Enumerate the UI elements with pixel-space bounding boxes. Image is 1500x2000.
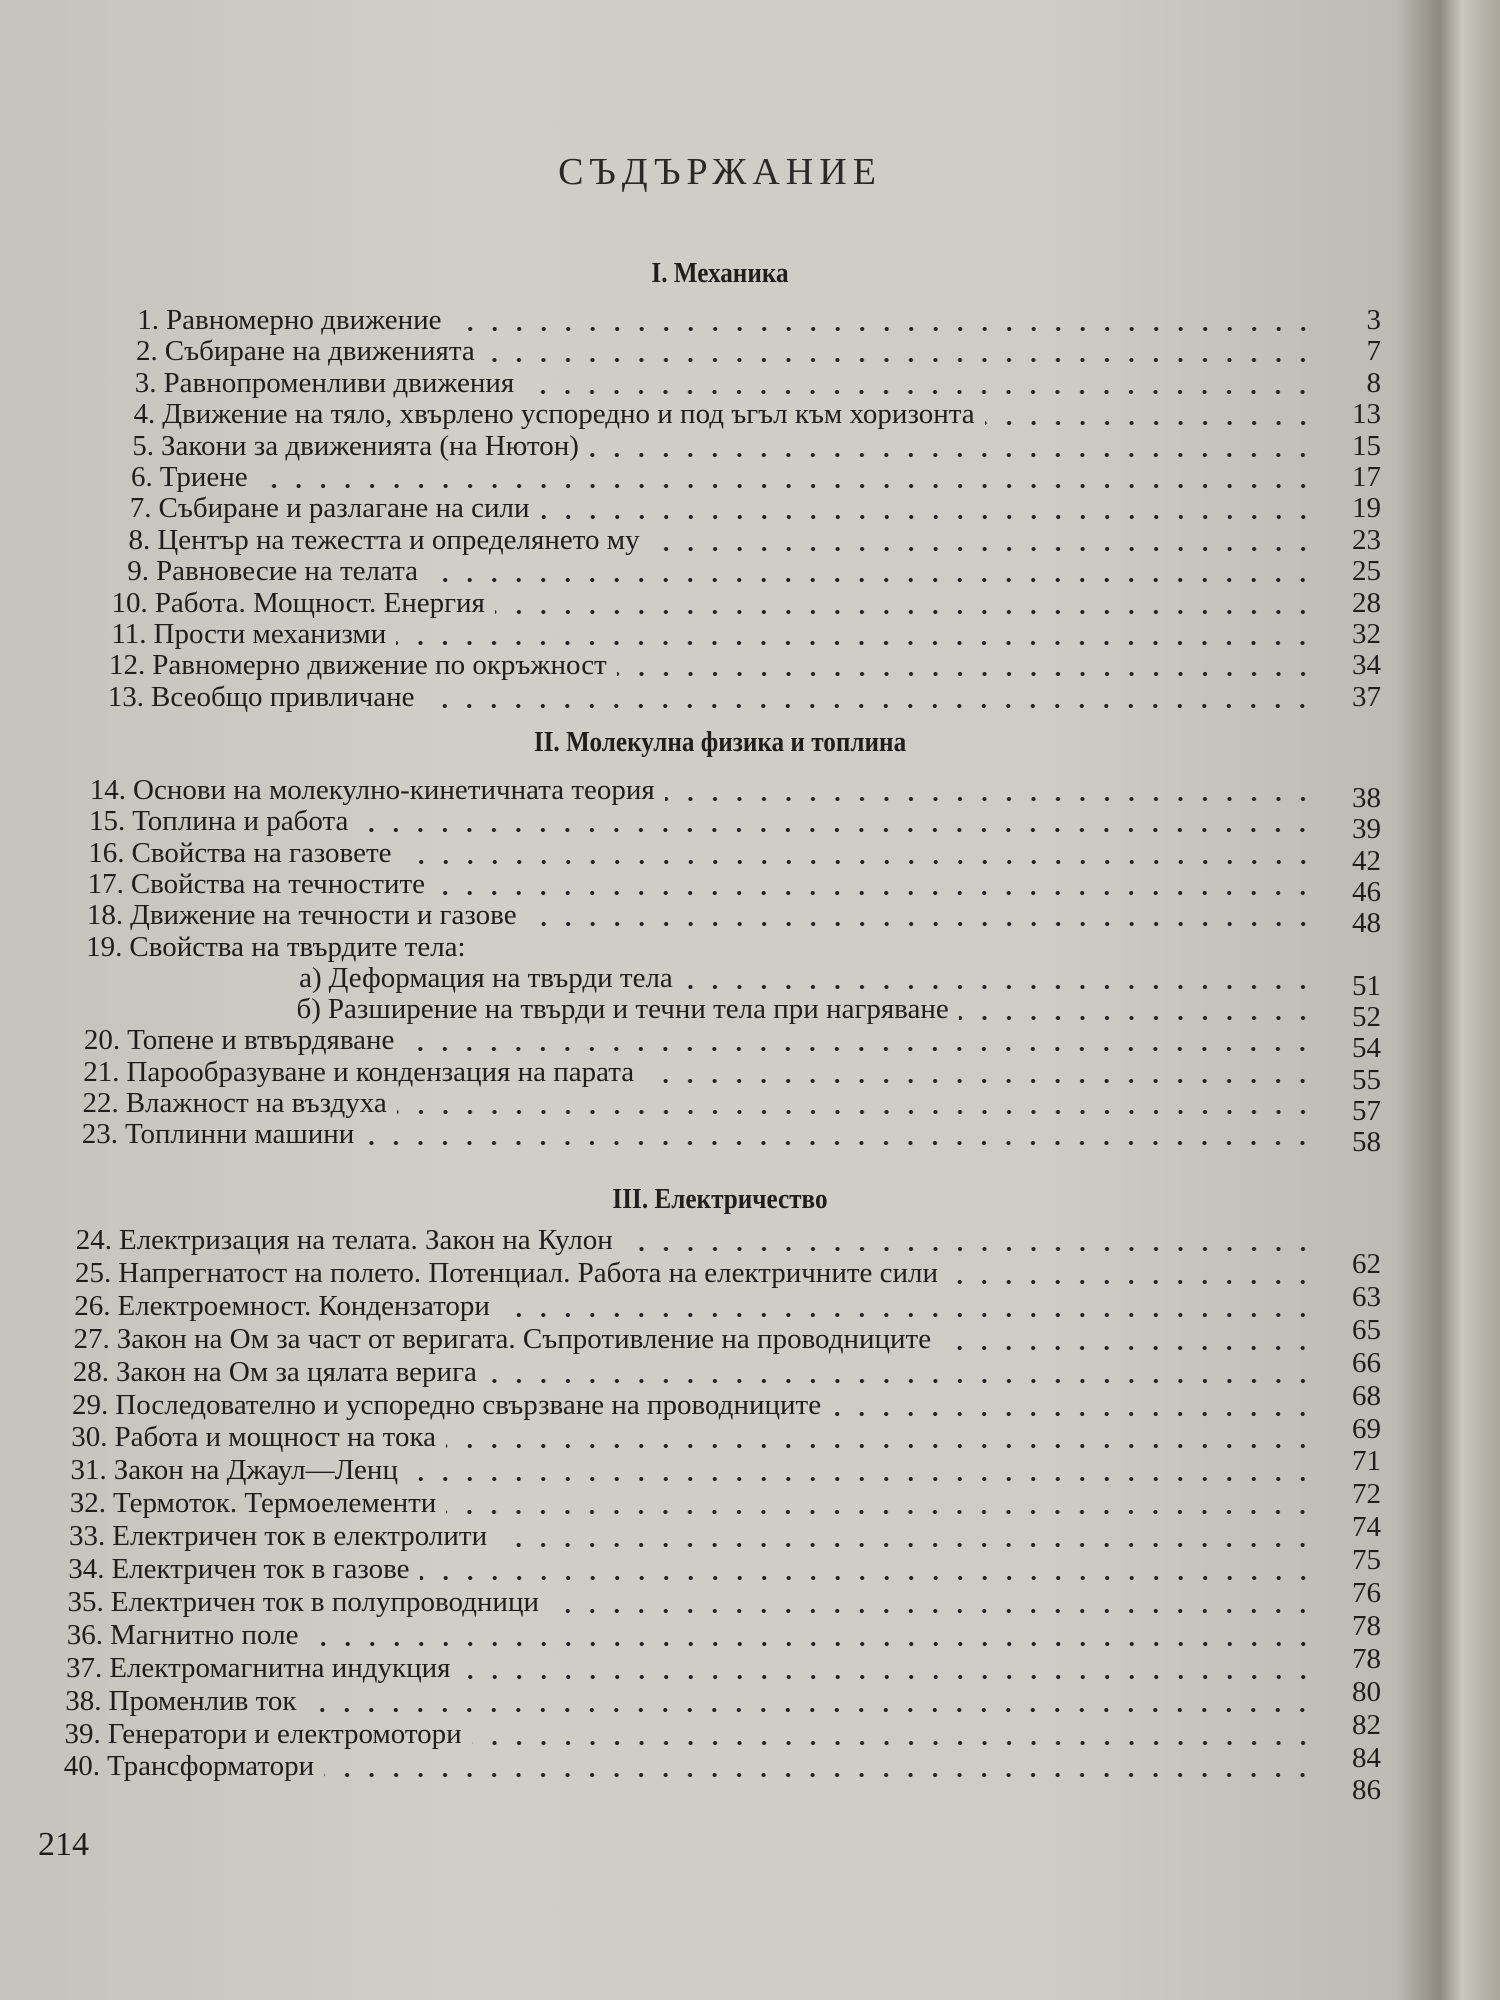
dot-leader (831, 1411, 1315, 1417)
entry-title: Топене и втвърдяване (127, 1024, 395, 1057)
dot-leader (495, 609, 1315, 615)
entry-number: б) (296, 993, 321, 1026)
entry-number: 37. (66, 1651, 103, 1684)
entry-title: Свойства на течностите (130, 867, 426, 900)
entry-page: 78 (1352, 1642, 1381, 1675)
entry-page: 28 (1352, 586, 1381, 619)
section-heading: II. Молекулна физика и топлина (533, 727, 907, 758)
entry-title: Електризация на телата. Закон на Кулон (119, 1224, 613, 1256)
section-heading: I. Механика (651, 258, 789, 289)
entry-title: Работа и мощност на тока (114, 1421, 436, 1454)
entry-page: 23 (1352, 523, 1381, 556)
entry-number: 21. (83, 1055, 120, 1088)
entry-number: 24. (75, 1224, 112, 1256)
entry-title: Закон на Ом за цялата верига (116, 1355, 477, 1388)
dot-leader (404, 1046, 1315, 1052)
entry-title: Равномерно движение по окръжност (152, 649, 607, 682)
entry-title: Трансформатори (107, 1750, 315, 1783)
entry-number: 38. (65, 1684, 102, 1717)
dot-leader (324, 1772, 1315, 1778)
entry-number: а) (299, 961, 322, 994)
dot-leader (665, 796, 1315, 802)
entry-number: 33. (69, 1520, 106, 1553)
dot-leader (446, 1443, 1315, 1449)
entry-title: Работа. Мощност. Енергия (154, 586, 485, 619)
entry-page: 58 (1352, 1126, 1381, 1159)
entry-page: 75 (1352, 1544, 1381, 1577)
entry-page: 32 (1352, 618, 1381, 650)
dot-leader (424, 703, 1315, 709)
entry-page: 74 (1352, 1511, 1381, 1544)
toc-entry[interactable] (89, 649, 1381, 681)
entry-title: Център на тежестта и определянето му (157, 523, 640, 556)
entry-page: 51 (1352, 969, 1381, 1002)
entry-title: Равномерно движение (166, 304, 442, 336)
dot-leader (623, 1246, 1315, 1252)
entry-page: 37 (1352, 680, 1381, 713)
entry-number: 30. (71, 1421, 108, 1454)
toc-entry[interactable] (91, 618, 1382, 650)
entry-number: 18. (86, 899, 124, 932)
entry-page: 82 (1352, 1708, 1381, 1741)
entry-page: 71 (1352, 1445, 1381, 1478)
entry-page: 80 (1352, 1675, 1381, 1708)
entry-page: 39 (1352, 813, 1381, 846)
entry-title: Електричен ток в полупроводници (110, 1585, 539, 1618)
entry-title: Равнопроменливи движения (163, 366, 515, 399)
entry-title: Топлина и работа (132, 805, 349, 838)
entry-page: 78 (1352, 1609, 1381, 1642)
entry-title: Свойства на газовете (131, 836, 392, 869)
entry-title: Променлив ток (108, 1684, 297, 1717)
entry-page: 63 (1352, 1280, 1381, 1313)
page-title: СЪДЪРЖАНИЕ (558, 151, 882, 193)
toc-entry[interactable] (64, 1024, 1381, 1065)
entry-title: Прости механизми (153, 618, 387, 650)
entry-title: Равновесие на телата (156, 555, 419, 588)
dot-leader (472, 1740, 1315, 1746)
entry-number: 32. (69, 1487, 106, 1520)
dot-leader (524, 389, 1315, 395)
entry-title: Електричен ток в газове (111, 1553, 410, 1585)
entry-title: Разширение на твърди и течни тела при нагряване (327, 993, 949, 1026)
entry-page: 3 (1366, 304, 1381, 336)
toc-entry[interactable] (69, 805, 1381, 846)
entry-number: 28. (72, 1355, 109, 1388)
entry-number: 5. (132, 429, 154, 462)
dot-leader (549, 1608, 1315, 1614)
entry-number: 26. (74, 1289, 111, 1322)
dot-leader (497, 1542, 1315, 1548)
entry-title: Движение на тяло, хвърлено успоредно и под ъгъл към хоризонта (162, 398, 975, 431)
dot-leader (452, 326, 1315, 332)
dot-leader (948, 1279, 1315, 1285)
entry-number: 34. (68, 1553, 105, 1585)
dot-leader (644, 1078, 1315, 1084)
entry-page: 68 (1352, 1379, 1381, 1412)
toc-entry[interactable] (67, 899, 1381, 940)
dot-leader (683, 984, 1315, 990)
entry-page: 76 (1352, 1577, 1381, 1609)
entry-title: Закони за движенията (на Нютон) (161, 429, 579, 462)
toc-entry[interactable] (103, 304, 1381, 336)
entry-page: 48 (1352, 907, 1381, 940)
toc-entry[interactable] (93, 555, 1381, 587)
entry-page: 25 (1352, 555, 1381, 588)
dot-leader (650, 546, 1315, 552)
dot-leader (941, 1345, 1315, 1351)
entry-page: 19 (1352, 492, 1381, 525)
entry-number: 10. (111, 586, 148, 619)
entry-title: Закон на Джаул—Ленц (113, 1454, 398, 1487)
entry-title: Движение на течности и газове (130, 899, 517, 932)
entry-page: 57 (1352, 1095, 1381, 1127)
entry-number: 27. (73, 1322, 110, 1355)
entry-title: Основи на молекулно-кинетичната теория (133, 774, 655, 806)
entry-page: 69 (1352, 1412, 1381, 1445)
entry-title: Парообразуване и кондензация на парата (126, 1055, 635, 1088)
entry-page: 42 (1352, 844, 1381, 877)
dot-leader (306, 1707, 1315, 1713)
entry-number: 19. (86, 930, 123, 963)
toc-entry[interactable] (69, 836, 1381, 877)
dot-leader (485, 357, 1315, 363)
entry-number: 39. (64, 1717, 101, 1750)
entry-title: Магнитно поле (110, 1618, 299, 1651)
entry-number: 12. (109, 649, 146, 682)
dot-leader (540, 514, 1316, 520)
dot-leader (446, 1509, 1315, 1515)
entry-number: 29. (72, 1388, 109, 1421)
entry-title: Деформация на твърди тела (328, 961, 673, 994)
dot-leader (487, 1378, 1315, 1384)
entry-number: 13. (107, 680, 144, 713)
entry-number: 6. (131, 461, 153, 493)
entry-number: 7. (129, 492, 152, 525)
toc-entry[interactable] (63, 1087, 1381, 1127)
entry-number: 25. (75, 1256, 112, 1289)
entry-page: 54 (1352, 1032, 1381, 1065)
entry-title: Електричен ток в електролити (112, 1520, 488, 1553)
entry-number: 31. (70, 1454, 107, 1487)
entry-number: 11. (111, 618, 147, 650)
dot-leader (408, 1476, 1315, 1482)
toc-entry[interactable] (63, 1055, 1381, 1096)
page-number: 214 (38, 1826, 89, 1863)
toc-entry[interactable] (266, 961, 1381, 1002)
entry-number: 1. (137, 304, 159, 336)
dot-leader (617, 671, 1315, 677)
entry-title: Термоток. Термоелементи (113, 1487, 437, 1520)
toc-entry[interactable] (66, 931, 1381, 963)
dot-leader (396, 640, 1315, 646)
dot-leader (428, 577, 1315, 583)
toc-entry[interactable] (68, 867, 1381, 908)
dot-leader (959, 1015, 1315, 1021)
entry-title: Генератори и електромотори (107, 1717, 462, 1750)
entry-page: 72 (1352, 1478, 1381, 1511)
entry-title: Електромагнитна индукция (109, 1651, 451, 1684)
toc-entry[interactable] (44, 1750, 1381, 1807)
entry-number: 22. (82, 1087, 119, 1119)
toc-entry[interactable] (96, 492, 1382, 524)
dot-leader (258, 483, 1315, 489)
dot-leader (435, 890, 1315, 896)
toc-entry[interactable] (92, 587, 1381, 619)
entry-title: Напрегнатост на полето. Потенциал. Работа на електричните сили (118, 1256, 939, 1289)
entry-number: 2. (136, 335, 158, 368)
dot-leader (364, 1140, 1315, 1146)
toc-entry[interactable] (70, 774, 1381, 814)
entry-number: 3. (134, 366, 157, 399)
entry-number: 40. (63, 1750, 100, 1783)
entry-number: 15. (89, 805, 126, 838)
entry-page: 52 (1352, 1001, 1381, 1034)
entry-title: Последователно и успоредно свързване на проводниците (115, 1388, 822, 1421)
entry-page: 62 (1352, 1248, 1381, 1280)
entry-page: 13 (1352, 398, 1381, 431)
toc-entry[interactable] (265, 993, 1381, 1034)
entry-number: 4. (133, 398, 156, 431)
entry-title: Събиране и разлагане на сили (158, 492, 530, 525)
entry-number: 8. (128, 523, 151, 556)
entry-number: 23. (81, 1118, 118, 1151)
entry-number: 20. (83, 1024, 121, 1057)
toc-entry[interactable] (94, 524, 1381, 556)
entry-page: 7 (1366, 335, 1381, 368)
entry-page: 55 (1352, 1063, 1381, 1096)
toc-entry[interactable] (62, 1118, 1381, 1159)
entry-page: 86 (1352, 1774, 1381, 1807)
toc-entry[interactable] (97, 461, 1381, 493)
entry-title: Топлинни машини (125, 1118, 355, 1151)
entry-page: 8 (1366, 366, 1381, 399)
entry-number: 16. (88, 836, 125, 869)
entry-title: Триене (159, 461, 248, 493)
toc-entry[interactable] (88, 681, 1381, 713)
entry-number: 36. (66, 1618, 103, 1651)
toc-entry[interactable] (101, 367, 1382, 399)
entry-title: Влажност на въздуха (125, 1087, 387, 1119)
dot-leader (527, 921, 1315, 927)
entry-page: 17 (1352, 461, 1381, 493)
dot-leader (500, 1312, 1315, 1318)
entry-title: Свойства на твърдите тела: (129, 930, 466, 963)
dot-leader (589, 452, 1315, 458)
entry-title: Събиране на движенията (164, 335, 475, 368)
entry-page: 66 (1352, 1346, 1381, 1379)
entry-page: 15 (1352, 429, 1381, 462)
entry-page: 65 (1352, 1313, 1381, 1346)
dot-leader (309, 1641, 1315, 1647)
entry-title: Всеобщо привличане (151, 680, 415, 713)
toc-entry[interactable] (102, 335, 1381, 367)
entry-page: 34 (1352, 649, 1381, 682)
entry-page: 84 (1352, 1741, 1381, 1774)
entry-title: Закон на Ом за част от веригата. Съпротивление на проводниците (116, 1322, 932, 1355)
dot-leader (461, 1674, 1315, 1680)
entry-page: 38 (1352, 782, 1381, 814)
entry-number: 9. (127, 555, 149, 588)
entry-number: 17. (87, 867, 124, 900)
section-heading: III. Електричество (612, 1184, 828, 1215)
entry-number: 14. (89, 774, 126, 806)
dot-leader (985, 420, 1315, 426)
toc-entry[interactable] (99, 398, 1381, 430)
entry-title: Електроемност. Кондензатори (117, 1289, 490, 1322)
dot-leader (358, 827, 1315, 833)
entry-number: 35. (67, 1585, 104, 1618)
entry-page: 46 (1352, 875, 1381, 908)
dot-leader (420, 1575, 1315, 1581)
dot-leader (397, 1109, 1315, 1115)
toc-entry[interactable] (98, 430, 1381, 462)
dot-leader (402, 859, 1316, 865)
